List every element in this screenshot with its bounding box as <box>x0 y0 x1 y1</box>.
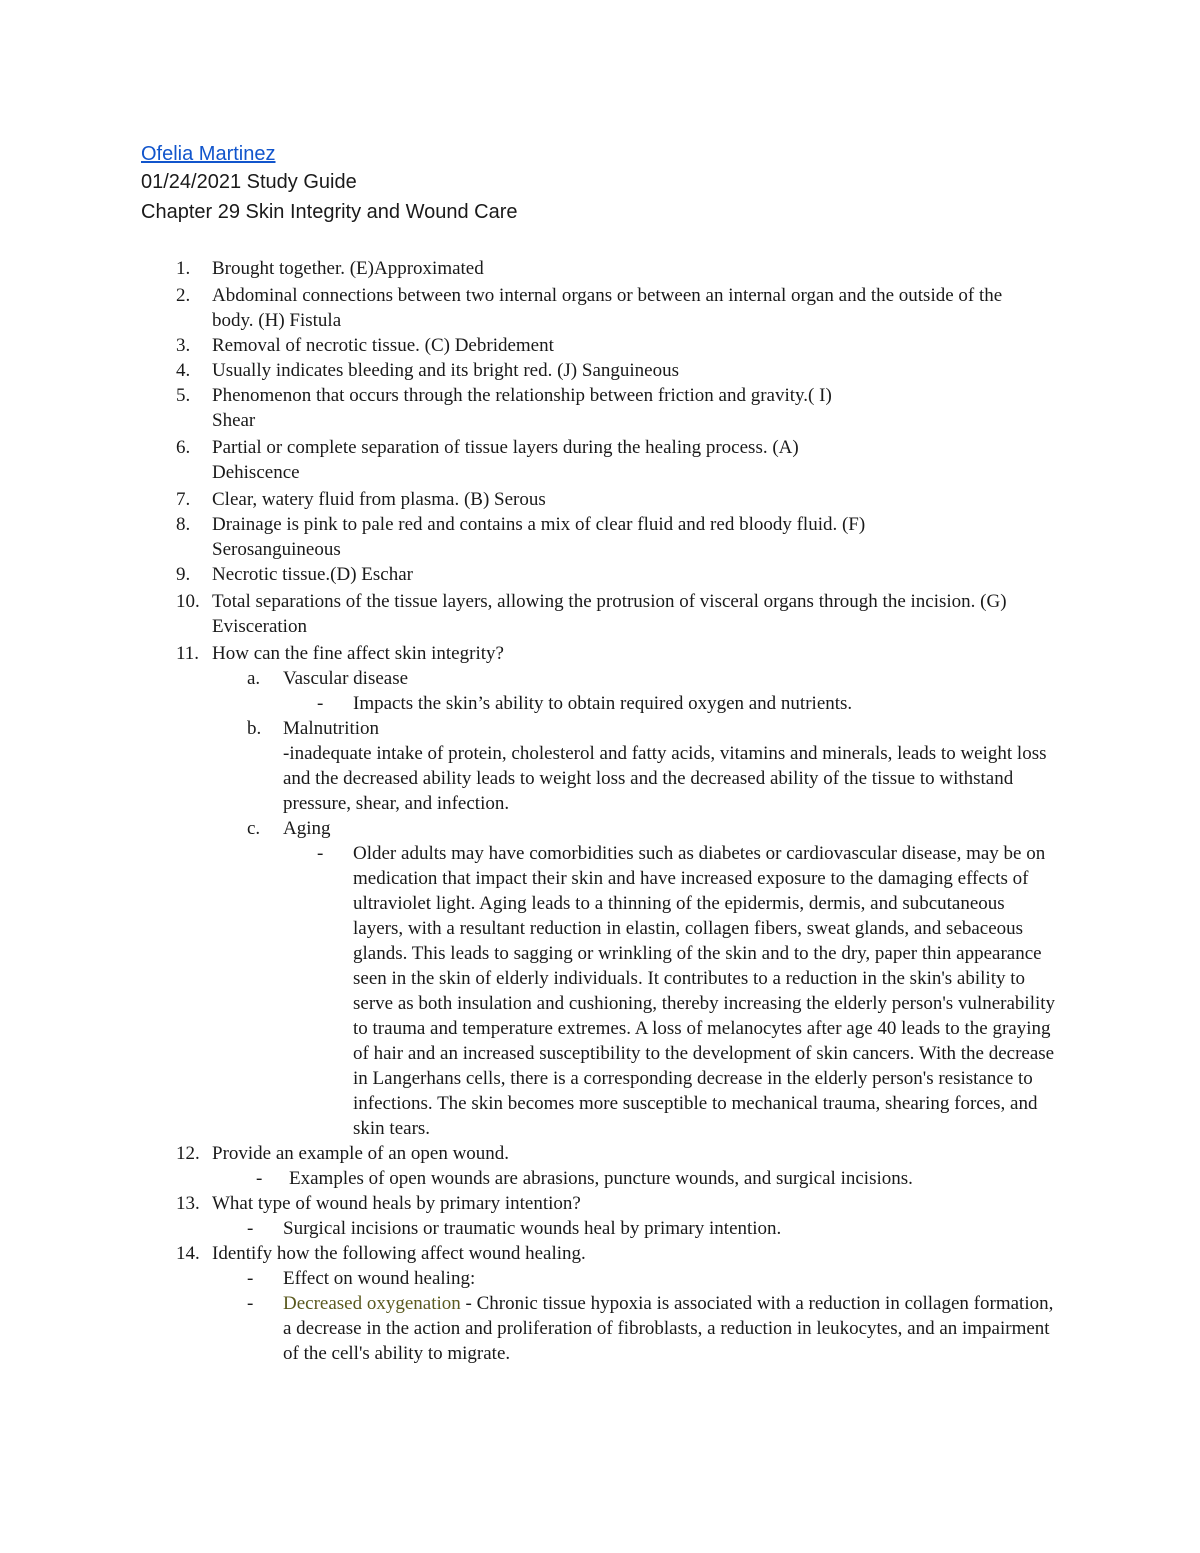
list-item <box>0 333 1012 358</box>
answer-text: Examples of open wounds are abrasions, puncture wounds, and surgical incisions. <box>289 1168 913 1189</box>
dash-marker: - <box>247 1293 254 1314</box>
factor-text: - Chronic tissue hypoxia is associated with a reduction in collagen formation, a decrease in the action and proliferation of fibroblasts, a reduction in leukocytes, and an impairment of the cell's ability to migrate. <box>283 1293 1054 1364</box>
item-number: 3. <box>176 335 191 356</box>
author-name[interactable]: Ofelia Martinez <box>141 143 276 165</box>
item-text: Total separations of the tissue layers, allowing the protrusion of visceral organs through the incision. (G) Evisceration <box>212 591 1007 637</box>
list-item <box>0 641 1012 666</box>
item-text: Abdominal connections between two internal organs or between an internal organ and the outside of the body. (H) Fistula <box>212 285 1003 331</box>
sub-item-letter: c. <box>247 818 261 839</box>
dash-marker: - <box>256 1168 263 1189</box>
sub-item-label: Aging <box>283 818 331 839</box>
item-number: 8. <box>176 514 191 535</box>
sub-item-letter: b. <box>247 718 262 739</box>
dash-marker: - <box>317 843 324 864</box>
list-item <box>0 1191 1012 1216</box>
list-item <box>0 589 1012 639</box>
dash-marker: - <box>247 1268 254 1289</box>
item-number: 6. <box>176 437 191 458</box>
factor-heading: Decreased oxygenation <box>283 1293 461 1314</box>
sub-item-c-detail <box>0 841 1058 1141</box>
study-guide-list <box>0 256 1200 1366</box>
sub-item-a <box>0 666 1063 691</box>
answer-12 <box>0 1166 1029 1191</box>
list-item <box>0 256 1012 281</box>
item-text: Partial or complete separation of tissue layers during the healing process. (A) Dehiscence <box>212 437 799 483</box>
detail-text: Older adults may have comorbidities such as diabetes or cardiovascular disease, may be on medication that impact their skin and have increased exposure to the damaging effects of ultraviolet light. Aging leads to a thinning of the epidermis, dermis, and subcutaneous layers, with a resultant reduction in elastin, collagen fibers, sweat glands, and sebaceous glands. This leads to sagging or wrinkling of the skin and to the dry, paper thin appearance seen in the skin of elderly individuals. It contributes to a reduction in the skin's ability to serve as both insulation and cushioning, thereby increasing the elderly person's vulnerability to trauma and temperature extremes. A loss of melanocytes after age 40 leads to the graying of hair and an increased susceptibility to the development of skin cancers. With the decrease in Langerhans cells, there is a corresponding decrease in the elderly person's resistance to infections. The skin becomes more susceptible to mechanical trauma, shearing forces, and skin tears. <box>353 843 1056 1139</box>
effect-label: Effect on wound healing: <box>283 1268 476 1289</box>
chapter-title: Chapter 29 Skin Integrity and Wound Care <box>141 201 518 223</box>
item-number: 11. <box>176 643 200 664</box>
item-number: 1. <box>176 258 191 279</box>
item-number: 2. <box>176 285 191 306</box>
answer-14-oxygenation <box>0 1291 1063 1366</box>
date-line: 01/24/2021 Study Guide <box>141 171 357 193</box>
item-number: 10. <box>176 591 200 612</box>
sub-item-b-detail: -inadequate intake of protein, cholesterol and fatty acids, vitamins and minerals, leads to weight loss and the decreased ability leads to weight loss and the decreased ability of the tissue to withstand pressure, shear, and infection. <box>283 743 1047 814</box>
item-text: How can the fine affect skin integrity? <box>212 643 504 664</box>
item-text: Brought together. (E)Approximated <box>212 258 484 279</box>
item-number: 5. <box>176 385 191 406</box>
sub-item-a-detail <box>0 691 1058 716</box>
sub-item-b <box>0 716 1063 741</box>
list-item <box>0 1241 1012 1266</box>
list-item <box>0 358 1012 383</box>
sub-item-letter: a. <box>247 668 261 689</box>
item-text: Identify how the following affect wound healing. <box>212 1243 586 1264</box>
item-text: Provide an example of an open wound. <box>212 1143 510 1164</box>
item-text: What type of wound heals by primary intention? <box>212 1193 581 1214</box>
list-item <box>0 487 1012 512</box>
item-number: 7. <box>176 489 191 510</box>
sub-item-c <box>0 816 1063 841</box>
answer-14-effect <box>0 1266 1063 1291</box>
item-number: 9. <box>176 564 191 585</box>
item-number: 14. <box>176 1243 200 1264</box>
sub-item-label: Malnutrition <box>283 718 380 739</box>
answer-text: Surgical incisions or traumatic wounds heal by primary intention. <box>283 1218 782 1239</box>
item-text: Drainage is pink to pale red and contains a mix of clear fluid and red bloody fluid. (F) Serosanguineous <box>212 514 866 560</box>
item-text: Usually indicates bleeding and its bright red. (J) Sanguineous <box>212 360 679 381</box>
list-item <box>0 512 877 562</box>
list-item <box>0 283 1012 333</box>
list-item <box>0 383 832 433</box>
item-number: 13. <box>176 1193 200 1214</box>
dash-marker: - <box>247 1218 254 1239</box>
answer-13 <box>0 1216 1063 1241</box>
item-text: Clear, watery fluid from plasma. (B) Serous <box>212 489 546 510</box>
item-text: Necrotic tissue.(D) Eschar <box>212 564 414 585</box>
list-item <box>0 435 882 485</box>
detail-text: Impacts the skin’s ability to obtain required oxygen and nutrients. <box>353 693 853 714</box>
item-text: Removal of necrotic tissue. (C) Debridement <box>212 335 554 356</box>
list-item <box>0 1141 1012 1166</box>
sub-item-label: Vascular disease <box>283 668 409 689</box>
item-number: 12. <box>176 1143 200 1164</box>
item-text: Phenomenon that occurs through the relationship between friction and gravity.( I) Shear <box>212 385 832 431</box>
item-number: 4. <box>176 360 191 381</box>
list-item <box>0 562 1012 587</box>
dash-marker: - <box>317 693 324 714</box>
